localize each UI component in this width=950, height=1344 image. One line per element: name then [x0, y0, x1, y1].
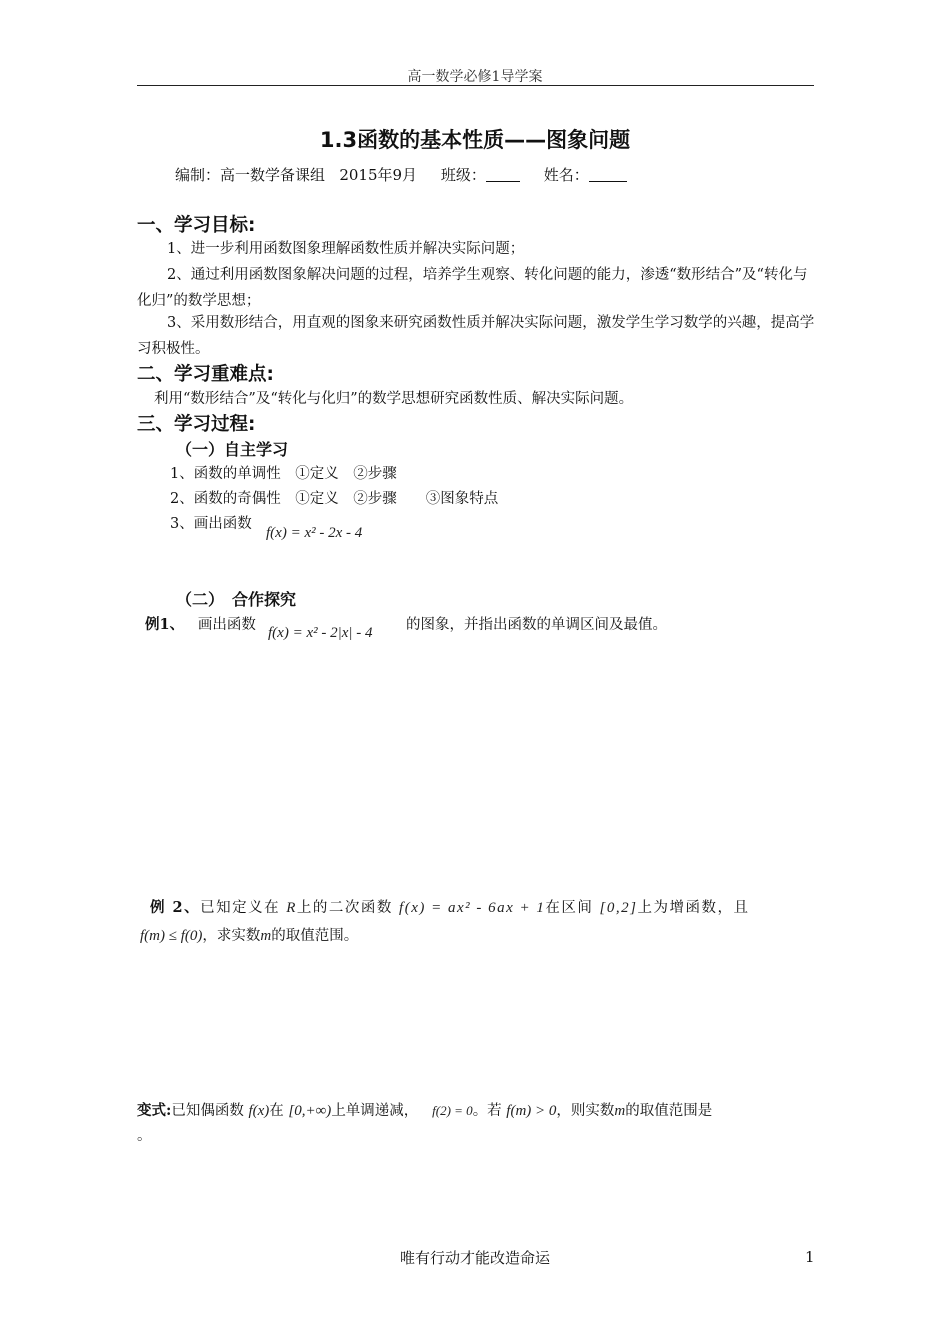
variant-text-g: 的取值范围是: [625, 1103, 713, 1119]
section1-heading: 一、学习目标:: [137, 215, 256, 236]
class-blank: [486, 167, 520, 182]
section2-heading: 二、学习重难点:: [137, 364, 274, 385]
variant-var-m: m: [614, 1103, 626, 1119]
formula-quadratic: f(x) = x² - 2x - 4: [266, 525, 363, 541]
variant-line: [137, 1099, 712, 1120]
example2-line2: [140, 924, 358, 945]
study-item-2: 2、函数的奇偶性 ①定义 ②步骤 ③图象特点: [170, 491, 499, 507]
variant-fx: f(x): [248, 1103, 270, 1119]
variant-text-d: 。若: [472, 1103, 502, 1119]
variant-text-e: ，则实数: [556, 1103, 615, 1119]
page-header: 高一数学必修1导学案: [407, 69, 543, 85]
var-m: m: [260, 928, 272, 944]
name-blank: [589, 167, 627, 182]
example1: [145, 613, 256, 634]
variant-label: 变式:: [137, 1102, 172, 1119]
example2-formula: f(x) = ax² - 6ax + 1: [399, 900, 546, 916]
cooperative-heading: （二） 合作探究: [176, 590, 297, 609]
goal-item-2: 2、通过利用函数图象解决问题的过程，培养学生观察、转化问题的能力，渗透“数形结合”及“转化与化归”的数学思想；: [137, 267, 808, 309]
study-item-3: 3、画出函数: [170, 516, 252, 532]
section2-text: 利用“数形结合”及“转化与化归”的数学思想研究函数性质、解决实际问题。: [154, 391, 634, 407]
variant-cond1: f(2) = 0: [432, 1103, 473, 1118]
example1-label: 例1、: [145, 616, 185, 633]
var-r: R: [286, 900, 297, 916]
example2-text-a: 已知定义在: [200, 900, 281, 916]
page-title: 1.3函数的基本性质——图象问题: [319, 128, 631, 152]
example2-text-d: 上为增函数，且: [637, 900, 750, 916]
header-divider: [137, 85, 814, 86]
name-label: 姓名：: [543, 166, 589, 184]
goal-item-1: 1、进一步利用函数图象理解函数性质并解决实际问题；: [167, 241, 525, 257]
example2-text-c: 在区间: [545, 900, 594, 916]
variant-text-a: 已知偶函数: [171, 1103, 244, 1119]
example2-interval: [0,2]: [599, 900, 638, 916]
variant-text-b: 在: [269, 1103, 284, 1119]
section3-heading: 三、学习过程:: [137, 414, 256, 435]
example2-text-f: 的取值范围。: [271, 928, 359, 944]
example1-tail: 的图象，并指出函数的单调区间及最值。: [406, 617, 667, 633]
example2-condition: f(m) ≤ f(0): [140, 928, 203, 944]
meta-line: [175, 164, 627, 185]
example1-lead: 画出函数: [197, 617, 256, 633]
variant-text-c: 上单调递减，: [331, 1103, 419, 1119]
study-item-1: 1、函数的单调性 ①定义 ②步骤: [170, 466, 397, 482]
page-number: 1: [805, 1248, 815, 1266]
example2-text-b: 上的二次函数: [296, 900, 393, 916]
variant-interval: [0,+∞): [288, 1103, 332, 1119]
example2-text-e: ，求实数: [202, 928, 261, 944]
example2-line1: [150, 896, 749, 917]
example2-label: 例 2、: [150, 899, 201, 916]
class-label: 班级：: [440, 166, 486, 184]
goal-item-3: 3、采用数形结合，用直观的图象来研究函数性质并解决实际问题，激发学生学习数学的兴趣，提高学习积极性。: [137, 315, 815, 357]
footer-motto: 唯有行动才能改造命运: [399, 1249, 550, 1267]
date: 2015年9月: [339, 166, 418, 184]
example1-formula: f(x) = x² - 2|x| - 4: [268, 625, 373, 641]
variant-end: 。: [137, 1128, 152, 1144]
variant-cond2: f(m) > 0: [506, 1103, 557, 1119]
compiler: 编制：高一数学备课组: [175, 166, 326, 184]
self-study-heading: （一）自主学习: [176, 440, 289, 459]
